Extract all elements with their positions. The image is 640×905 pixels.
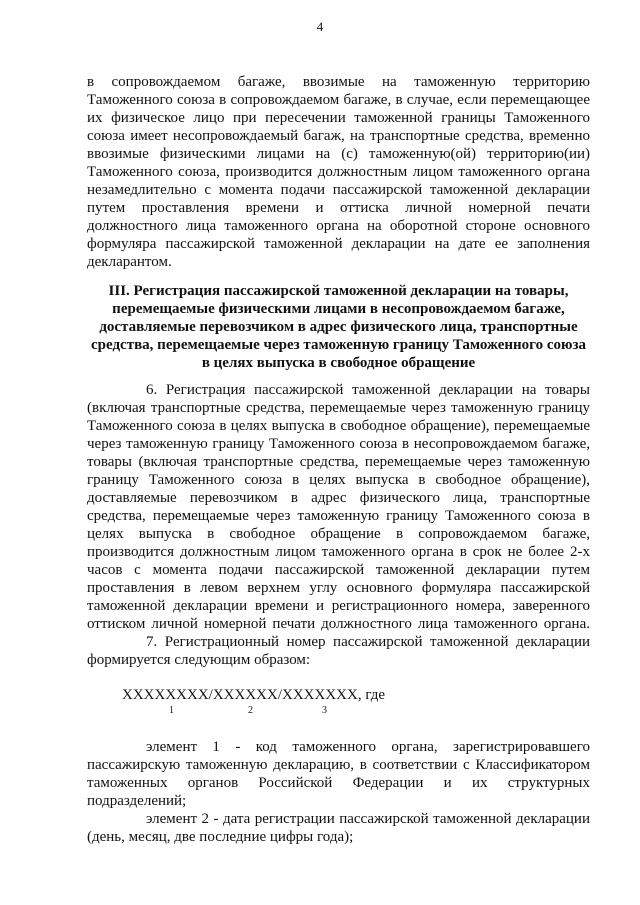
- paragraph-7: [87, 633, 590, 669]
- text-line: Таможенного союза в сопровождаемом багаже, в случае, если перемещающее: [87, 92, 590, 108]
- text-line: в сопровождаемом багаже, ввозимые на таможенную территорию: [87, 74, 590, 90]
- text-line: ввозимые физическими лицами на (с) таможенную(ой) территорию(ии): [87, 146, 590, 162]
- text-line: декларантом.: [87, 254, 172, 270]
- text-line: Таможенного союза в целях выпуска в свободное обращение), перемещаемые: [87, 418, 590, 434]
- text-line: часов с момента подачи пассажирской таможенной декларации путем: [87, 562, 590, 578]
- text-line: незамедлительно с момента подачи пассажирской таможенной декларации: [87, 182, 590, 198]
- text-line: 6. Регистрация пассажирской таможенной декларации на товары: [146, 382, 590, 398]
- text-line: доставляемые перевозчиком в адрес физического лица, транспортные: [99, 319, 578, 335]
- text-line: таможенной декларации времени и регистрационного номера, заверенного: [87, 598, 590, 614]
- text-line: пассажирскую таможенную декларацию, в соответствии с Классификатором: [87, 757, 590, 773]
- text-line: их физическое лицо при пересечении таможенной границы Таможенного: [87, 110, 590, 126]
- text-line: элемент 2 - дата регистрации пассажирской таможенной декларации: [146, 811, 590, 827]
- text-line: границу Таможенного союза в целях выпуска в свободное обращение),: [87, 472, 590, 488]
- code-part-number-1: 1: [169, 705, 174, 716]
- text-line: элемент 1 - код таможенного органа, зарегистрировавшего: [146, 739, 590, 755]
- text-line: средства, перемещаемые через таможенную границу Таможенного союза: [91, 337, 586, 353]
- page-number: 4: [316, 19, 324, 34]
- text-line: проставления в левом верхнем углу основного формуляра пассажирской: [87, 580, 590, 596]
- registration-number-block: [87, 686, 590, 716]
- text-line: III. Регистрация пассажирской таможенной декларации на товары,: [108, 283, 569, 299]
- text-line: путем проставления времени и оттиска личной номерной печати: [87, 200, 590, 216]
- text-line: (день, месяц, две последние цифры года);: [87, 829, 354, 845]
- text-line: союза имеет несопровождаемый багаж, на транспортные средства, временно: [87, 128, 590, 144]
- paragraph-intro: [87, 73, 590, 271]
- text-line: должностного лица таможенного органа на оборотной стороне основного: [87, 218, 590, 234]
- text-line: целях выпуска в свободное обращение в сопровождаемом багаже,: [87, 526, 590, 542]
- text-line: формируется следующим образом:: [87, 652, 311, 668]
- text-line: 7. Регистрационный номер пассажирской таможенной декларации: [146, 634, 590, 650]
- text-line: в целях выпуска в свободное обращение: [201, 355, 476, 371]
- text-line: через таможенную границу Таможенного союза в несопровождаемом багаже,: [87, 436, 590, 452]
- text-line: производится должностным лицом таможенного органа в срок не более 2-х: [87, 544, 590, 560]
- text-line: товары (включая транспортные средства, перемещаемые через таможенную: [87, 454, 590, 470]
- paragraph-6: [87, 381, 590, 633]
- section-heading: [87, 282, 590, 372]
- registration-number-format: XXXXXXXX/XXXXXX/XXXXXXX, где: [122, 687, 386, 703]
- text-line: перемещаемые физическими лицами в несопровождаемом багаже,: [112, 301, 565, 317]
- text-line: формуляра пассажирской таможенной декларации на дате ее заполнения: [87, 236, 590, 252]
- text-line: доставляемые перевозчиком в адрес физического лица, транспортные: [87, 490, 590, 506]
- element-2-description: [87, 810, 590, 846]
- element-1-description: [87, 738, 590, 810]
- text-line: таможенных органов Российской Федерации и их структурных: [87, 775, 590, 791]
- text-line: оттиском личной номерной печати должностного лица таможенного органа.: [87, 616, 590, 632]
- text-line: Таможенного союза, производится должностным лицом таможенного органа: [87, 164, 590, 180]
- code-part-number-2: 2: [248, 705, 253, 716]
- text-line: подразделений;: [87, 793, 187, 809]
- text-line: средства, перемещаемые через таможенную границу Таможенного союза в: [87, 508, 590, 524]
- code-part-number-3: 3: [322, 705, 327, 716]
- text-line: (включая транспортные средства, перемещаемые через таможенную границу: [87, 400, 590, 416]
